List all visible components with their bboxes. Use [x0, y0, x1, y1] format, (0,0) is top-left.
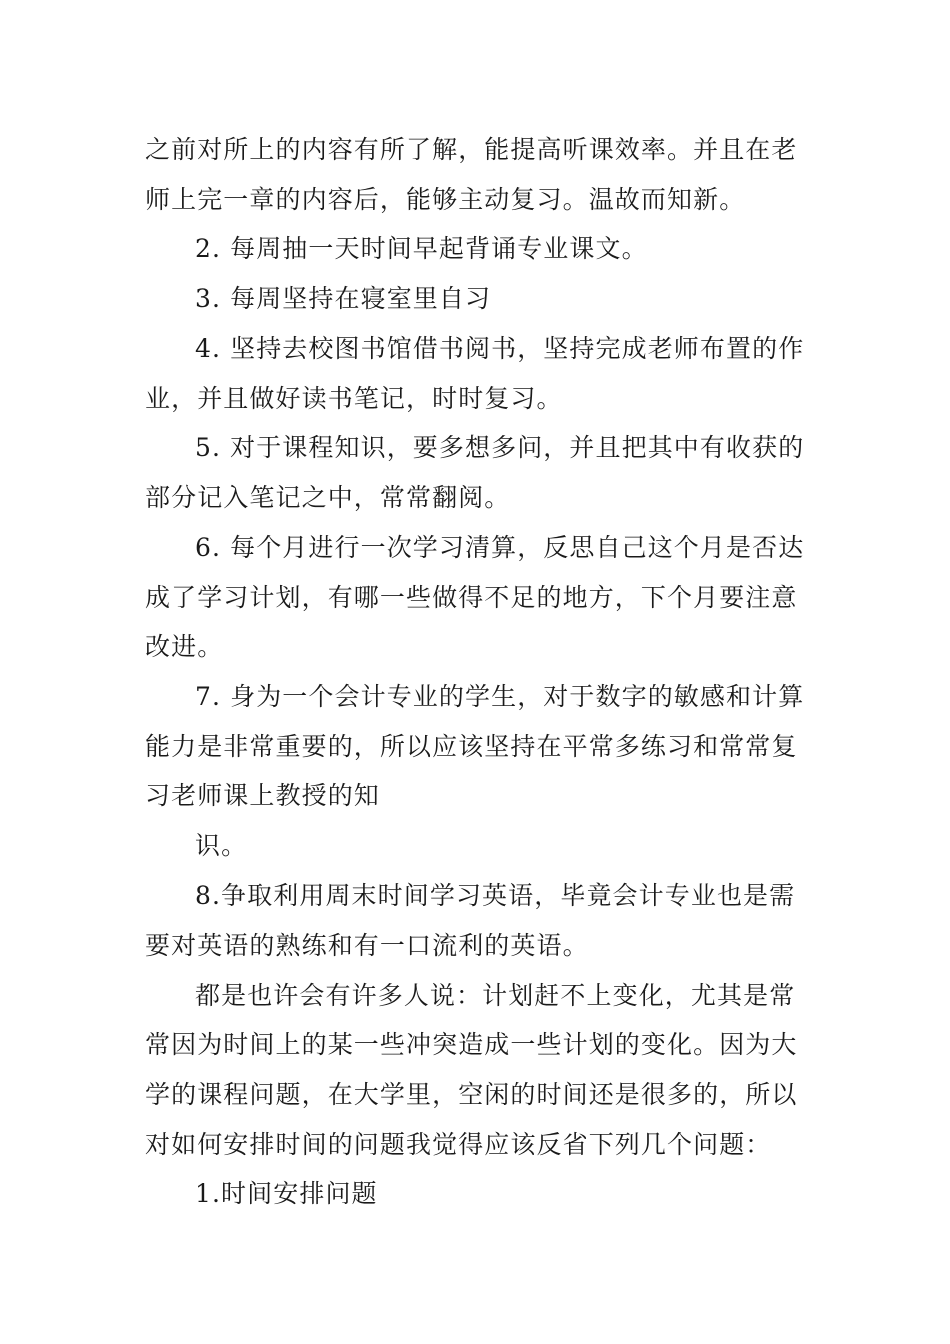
text-line: 能力是非常重要的，所以应该坚持在平常多练习和常常复 [145, 732, 798, 761]
text-line: 改进。 [145, 632, 224, 661]
list-item-3: 3. 每周坚持在寝室里自习 [195, 284, 492, 313]
list-item-4: 4. 坚持去校图书馆借书阅书，坚持完成老师布置的作 [195, 334, 805, 363]
text-line: 对如何安排时间的问题我觉得应该反省下列几个问题： [145, 1130, 772, 1159]
text-line: 之前对所上的内容有所了解，能提高听课效率。并且在老 [145, 135, 798, 164]
list-item-1: 1.时间安排问题 [195, 1179, 378, 1208]
text-line: 师上完一章的内容后，能够主动复习。温故而知新。 [145, 185, 746, 214]
list-item-8: 8.争取利用周末时间学习英语，毕竟会计专业也是需 [195, 881, 796, 910]
paragraph-start: 都是也许会有许多人说：计划赶不上变化，尤其是常 [195, 981, 796, 1010]
text-line: 学的课程问题，在大学里，空闲的时间还是很多的，所以 [145, 1080, 798, 1109]
text-line: 部分记入笔记之中，常常翻阅。 [145, 483, 511, 512]
text-line: 要对英语的熟练和有一口流利的英语。 [145, 931, 589, 960]
list-item-7: 7. 身为一个会计专业的学生，对于数字的敏感和计算 [195, 682, 805, 711]
list-item-2: 2. 每周抽一天时间早起背诵专业课文。 [195, 234, 648, 263]
list-item-5: 5. 对于课程知识，要多想多问，并且把其中有收获的 [195, 433, 805, 462]
text-line: 成了学习计划，有哪一些做得不足的地方，下个月要注意 [145, 583, 798, 612]
text-line: 业，并且做好读书笔记，时时复习。 [145, 384, 563, 413]
text-line: 习老师课上教授的知 [145, 781, 380, 810]
text-line: 识。 [195, 831, 248, 860]
list-item-6: 6. 每个月进行一次学习清算，反思自己这个月是否达 [195, 533, 805, 562]
text-line: 常因为时间上的某一些冲突造成一些计划的变化。因为大 [145, 1030, 798, 1059]
